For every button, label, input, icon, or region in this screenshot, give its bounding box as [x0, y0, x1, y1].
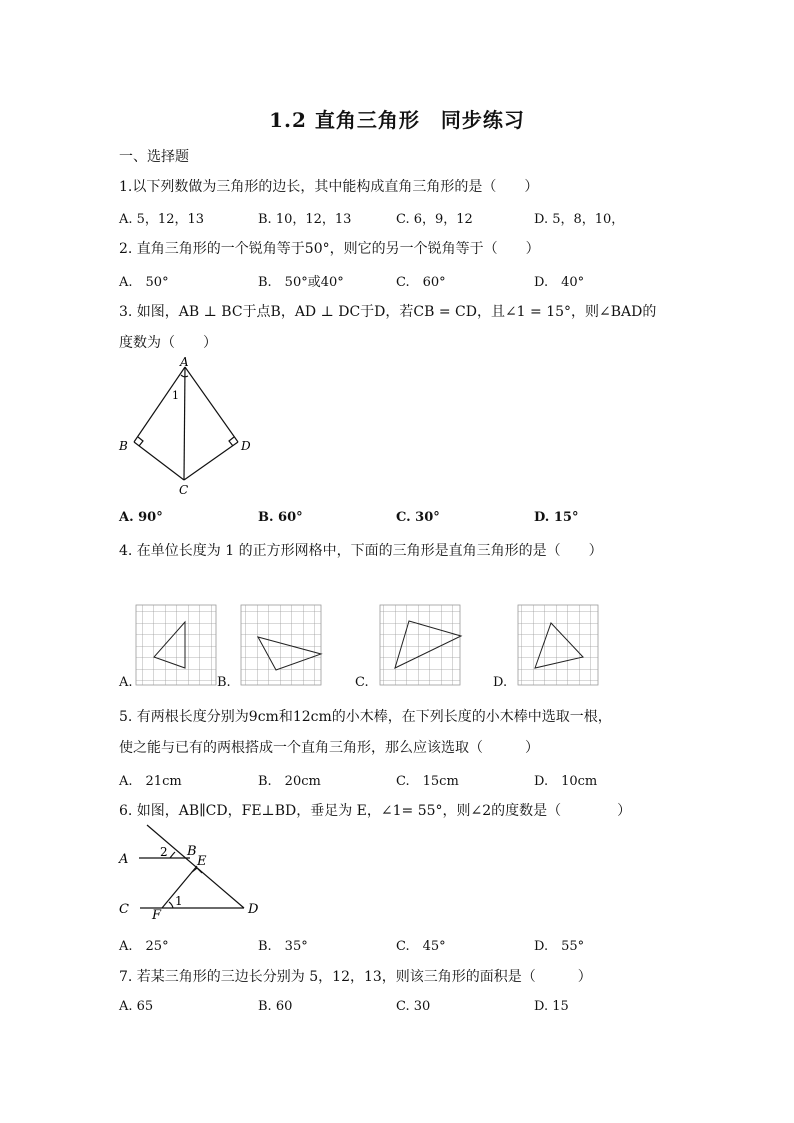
q6-label-c: C [119, 902, 129, 917]
question-2-text: 2. 直角三角形的一个锐角等于50°，则它的另一个锐角等于（ ） [119, 241, 540, 257]
q5-option-b: B. 20cm [258, 774, 321, 789]
q6-label-b: B [187, 844, 197, 859]
q4-grid-b [241, 605, 321, 685]
q4-grid-c [380, 605, 461, 685]
q4-grid-a [136, 605, 216, 685]
q3-angle-1-label: 1 [172, 389, 179, 402]
question-3-text-line1: 3. 如图，AB ⊥ BC于点B，AD ⊥ DC于D，若CB = CD，且∠1 = 15°，则∠BAD的 [119, 304, 657, 320]
q7-option-d: D. 15 [534, 999, 569, 1014]
page-title: 1.2 直角三角形 同步练习 [269, 108, 525, 132]
q3-label-a: A [180, 356, 189, 369]
q2-option-a: A. 50° [119, 275, 169, 290]
q5-option-d: D. 10cm [534, 774, 598, 789]
q3-option-a: A. 90° [119, 510, 163, 525]
question-5-text-line2: 使之能与已有的两根搭成一个直角三角形，那么应该选取（ ） [119, 740, 539, 756]
question-3-text-line2: 度数为（ ） [119, 335, 217, 351]
q2-option-b: B. 50°或40° [258, 275, 344, 290]
section-heading: 一、选择题 [119, 149, 189, 165]
q3-option-d: D. 15° [534, 510, 579, 525]
q4-option-a: A. [119, 675, 133, 690]
q6-option-d: D. 55° [534, 939, 585, 954]
q4-option-d: D. [493, 675, 508, 690]
q6-label-d: D [248, 902, 259, 917]
q3-label-d: D [241, 439, 251, 453]
q4-option-c: C. [355, 675, 369, 690]
question-6-text: 6. 如图，AB∥CD，FE⊥BD，垂足为 E，∠1= 55°，则∠2的度数是（ ） [119, 803, 632, 819]
q7-option-b: B. 60 [258, 999, 293, 1014]
q7-option-c: C. 30 [396, 999, 431, 1014]
question-5-text-line1: 5. 有两根长度分别为9cm和12cm的小木棒，在下列长度的小木棒中选取一根， [119, 709, 612, 725]
q2-option-c: C. 60° [396, 275, 446, 290]
q6-option-a: A. 25° [119, 939, 169, 954]
q6-option-c: C. 45° [396, 939, 446, 954]
q1-option-d: D. 5，8，10， [534, 212, 625, 227]
q7-option-a: A. 65 [119, 999, 154, 1014]
question-1-text: 1.以下列数做为三角形的边长，其中能构成直角三角形的是（ ） [119, 179, 539, 195]
q5-option-c: C. 15cm [396, 774, 459, 789]
q1-option-b: B. 10，12，13 [258, 212, 352, 227]
question-7-text: 7. 若某三角形的三边长分别为 5，12，13，则该三角形的面积是（ ） [119, 969, 592, 985]
q6-label-f: F [152, 908, 162, 923]
q6-angle-2-label: 2 [160, 845, 168, 859]
q4-option-b: B. [217, 675, 231, 690]
q3-label-b: B [119, 439, 128, 453]
q6-angle-1-label: 1 [175, 894, 183, 908]
q6-label-a: A [119, 852, 129, 867]
q6-option-b: B. 35° [258, 939, 308, 954]
q1-option-c: C. 6，9，12 [396, 212, 473, 227]
q3-kite-figure [112, 356, 262, 501]
q2-option-d: D. 40° [534, 275, 585, 290]
q6-label-e: E [197, 854, 207, 869]
q6-parallel-lines-figure [112, 820, 272, 925]
q4-grid-d [518, 605, 598, 685]
q3-option-c: C. 30° [396, 510, 440, 525]
q3-label-c: C [179, 483, 189, 497]
q1-option-a: A. 5，12，13 [119, 212, 205, 227]
question-4-text: 4. 在单位长度为 1 的正方形网格中，下面的三角形是直角三角形的是（ ） [119, 543, 603, 559]
q3-option-b: B. 60° [258, 510, 303, 525]
q5-option-a: A. 21cm [119, 774, 182, 789]
